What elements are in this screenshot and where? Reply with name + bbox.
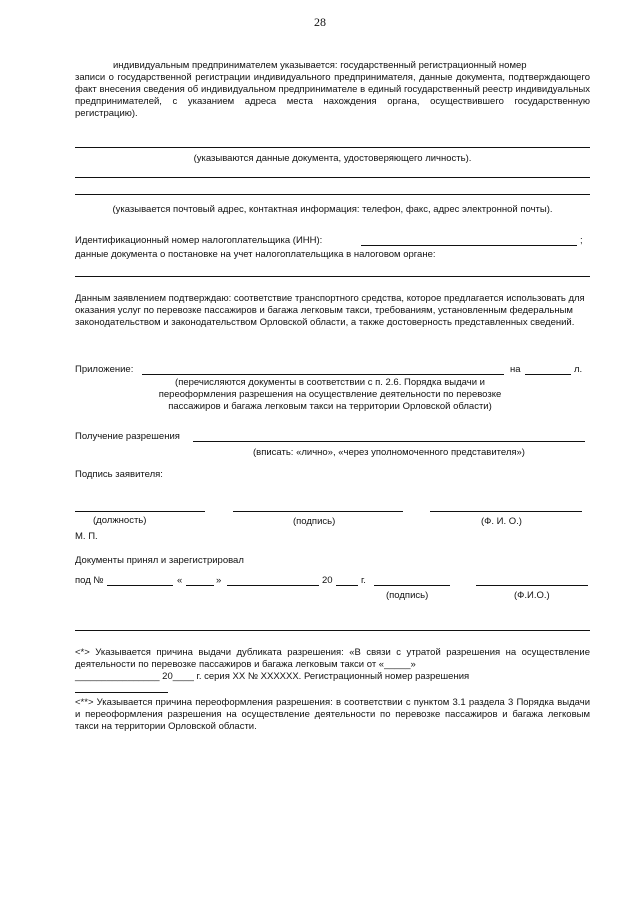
sign-line <box>233 511 403 512</box>
tax-doc-label: данные документа о постановке на учет налогоплательщика в налоговом органе: <box>75 249 436 260</box>
postal-hint: (указывается почтовый адрес, контактная информация: телефон, факс, адрес электронной почты). <box>112 204 553 215</box>
identity-line-2 <box>75 177 590 178</box>
fio-caption: (Ф. И. О.) <box>481 516 522 527</box>
year-line <box>336 585 358 586</box>
tax-doc-line <box>75 276 590 277</box>
inn-semicolon: ; <box>580 235 583 246</box>
identity-doc-hint: (указываются данные документа, удостоверяющего личность). <box>193 153 472 164</box>
attachment-label: Приложение: <box>75 364 134 375</box>
sign-caption: (подпись) <box>293 516 336 527</box>
registration-number-line <box>107 585 173 586</box>
inn-label: Идентификационный номер налогоплательщика (ИНН): <box>75 235 323 246</box>
signature-label: Подпись заявителя: <box>75 469 163 480</box>
intro-first-line: индивидуальным предпринимателем указывается: государственный регистрационный номер <box>113 60 527 71</box>
confirmation-paragraph: Данным заявлением подтверждаю: соответствие транспортного средства, которое предлагается использовать для оказания услуг по перевозке пассажиров и багажа легковым такси, требованиям, установленным федеральным законодательством и законодательством Орловской области, а также достоверность представленных сведений. <box>75 293 585 328</box>
identity-line-1 <box>75 147 590 148</box>
footnote-duplicate: <*> Указывается причина выдачи дубликата разрешения: «В связи с утратой разрешения на осуществление деятельности по перевозке пассажиров и багажа легковым такси от «_____» <box>75 647 590 670</box>
receipt-label: Получение разрешения <box>75 431 180 442</box>
intro-paragraph: записи о государственной регистрации индивидуального предпринимателя, данные документа, подтверждающего факт внесения сведения об индивидуальном предпринимателе в единый государственный реестр индивидуальных предпринимателей, с указанием адреса места нахождения органа, осуществившего государственную регистрацию). <box>75 72 590 119</box>
attachment-on: на <box>510 364 521 375</box>
identity-line-3 <box>75 194 590 195</box>
inn-field-line <box>361 245 577 246</box>
attachment-sheets-line <box>525 374 571 375</box>
page-number: 28 <box>314 15 326 29</box>
registrar-fio-line <box>476 585 588 586</box>
quote-close: » <box>216 575 222 586</box>
fio-line <box>430 511 582 512</box>
attachment-sheets-unit: л. <box>574 364 583 375</box>
quote-open: « <box>177 575 183 586</box>
position-caption: (должность) <box>93 515 147 526</box>
registration-label: Документы принял и зарегистрировал <box>75 555 244 566</box>
footnote-separator <box>75 630 590 631</box>
registrar-fio-caption: (Ф.И.О.) <box>514 590 550 601</box>
footnote-reissue: <**> Указывается причина переоформления разрешения: в соответствии с пунктом 3.1 раздела 3 Порядка выдачи и переоформления разрешения на осуществление деятельности по перевозке пассажиров и багажа легковым такси на территории Орловской области. <box>75 697 590 732</box>
receipt-line <box>193 441 585 442</box>
footnote-registration-line <box>75 692 168 693</box>
month-line <box>227 585 319 586</box>
receipt-hint: (вписать: «лично», «через уполномоченного представителя») <box>253 447 525 458</box>
position-line <box>75 511 205 512</box>
registration-number-label: под № <box>75 575 104 586</box>
attachment-line <box>142 374 504 375</box>
attachment-hint: (перечисляются документы в соответствии с п. 2.6. Порядка выдачи и переоформления разрешения на осуществление деятельности по перевозке пассажиров и багажа легковым такси на территории Орловской области) <box>158 377 502 412</box>
year-prefix: 20 <box>322 575 333 586</box>
registrar-sign-caption: (подпись) <box>386 590 429 601</box>
year-suffix: г. <box>361 575 366 586</box>
footnote-duplicate-line2: ________________ 20____ г. серия XX № XXXXXX. Регистрационный номер разрешения <box>75 671 470 682</box>
registrar-sign-line <box>374 585 450 586</box>
stamp-place: М. П. <box>75 531 98 542</box>
day-line <box>186 585 214 586</box>
